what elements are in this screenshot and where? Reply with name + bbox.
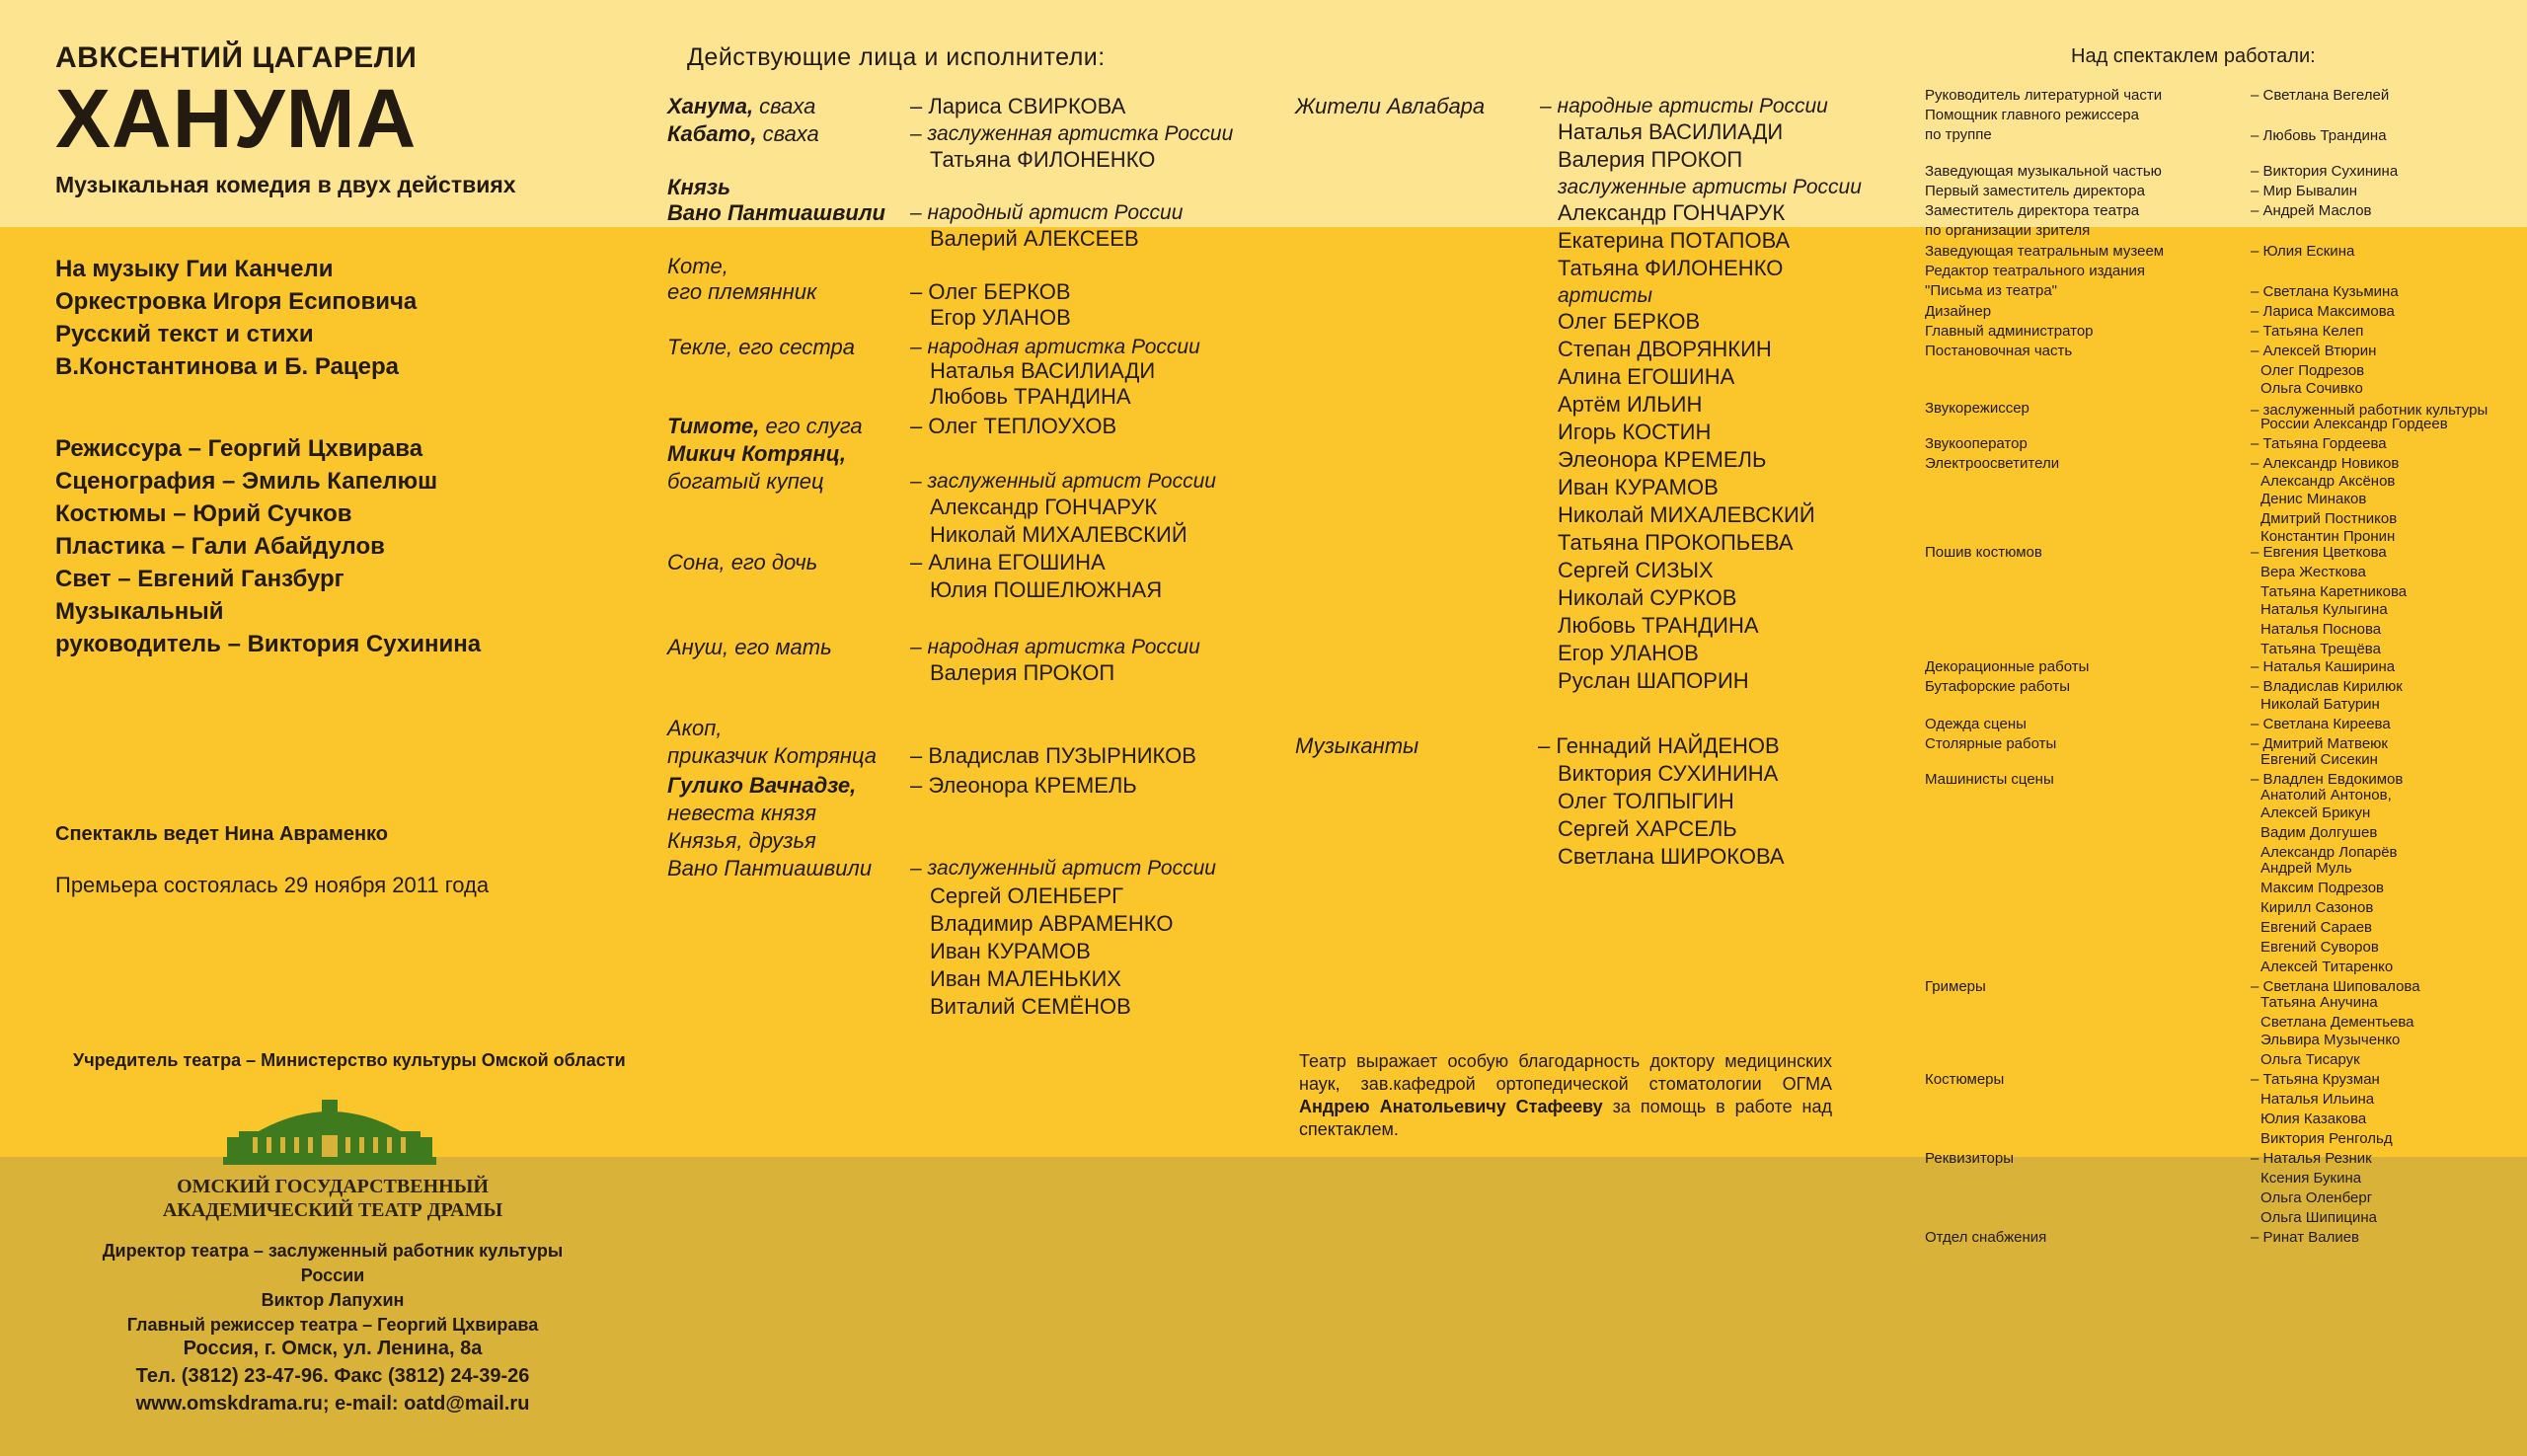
crew-member: – Александр Новиков [2251, 455, 2400, 472]
play-title: ХАНУМА [55, 72, 418, 165]
crew-member: Алексей Брикун [2260, 805, 2371, 821]
crew-member: Андрей Муль [2260, 860, 2352, 877]
crew-member: – Владислав Кирилюк [2251, 678, 2403, 695]
crew-role: Звукооператор [1925, 435, 2028, 452]
credit-line: руководитель – Виктория Сухинина [55, 631, 482, 657]
crew-member: – Татьяна Келеп [2251, 323, 2364, 340]
crew-role: Заведующая музыкальной частью [1925, 163, 2162, 180]
crew-role: Помощник главного режиссера [1925, 107, 2139, 123]
cast-heading: Действующие лица и исполнители: [687, 43, 1106, 71]
crew-member: Анатолий Антонов, [2260, 787, 2392, 804]
crew-role: Редактор театрального издания [1925, 263, 2146, 279]
crew-role: Постановочная часть [1925, 343, 2073, 359]
crew-member: Татьяна Каретникова [2260, 583, 2408, 600]
crew-role: "Письма из театра" [1925, 282, 2057, 299]
crew-member: Кирилл Сазонов [2260, 899, 2374, 916]
crew-member: Юлия Казакова [2260, 1111, 2367, 1127]
crew-role: Дизайнер [1925, 303, 1992, 320]
crew-member: – Лариса Максимова [2251, 303, 2395, 320]
credit-line: Режиссура – Георгий Цхвирава [55, 435, 423, 462]
crew-member: Александр Аксёнов [2260, 473, 2396, 490]
credit-line: Русский текст и стихи [55, 321, 314, 347]
crew-role: Костюмеры [1925, 1071, 2005, 1088]
crew-role: Первый заместитель директора [1925, 183, 2145, 199]
credit-line: Сценография – Эмиль Капелюш [55, 468, 438, 495]
crew-member: – Ринат Валиев [2251, 1229, 2360, 1246]
theatre-contacts: Россия, г. Омск, ул. Ленина, 8а Тел. (3812) 23-47-96. Факс (3812) 24-39-26 www.omskdrama.ru; e-mail: oatd@mail.ru [135, 1338, 530, 1415]
crew-member: Николай Батурин [2260, 696, 2380, 713]
crew-member: Максим Подрезов [2260, 880, 2385, 896]
crew-member: – Светлана Шиповалова [2251, 978, 2420, 995]
credit-line: Костюмы – Юрий Сучков [55, 500, 352, 527]
theatre-name: ОМСКИЙ ГОСУДАРСТВЕННЫЙ АКАДЕМИЧЕСКИЙ ТЕАТР ДРАМЫ [162, 1176, 503, 1221]
crew-member: Наталья Поснова [2260, 621, 2382, 638]
crew-member: – Алексей Втюрин [2251, 343, 2377, 359]
crew-role: по труппе [1925, 126, 1992, 143]
crew-role: Одежда сцены [1925, 716, 2027, 732]
crew-role: Гримеры [1925, 978, 1986, 995]
crew-member: Наталья Ильина [2260, 1091, 2375, 1108]
credit-line: В.Константинова и Б. Рацера [55, 353, 400, 380]
crew-member: – Мир Бывалин [2251, 183, 2358, 199]
crew-member: Татьяна Анучина [2260, 994, 2378, 1011]
crew-member: – Татьяна Гордеева [2251, 435, 2387, 452]
crew-role: Электроосветители [1925, 455, 2060, 472]
crew-member: Александр Лопарёв [2260, 844, 2398, 861]
credit-line: Пластика – Гали Абайдулов [55, 533, 385, 560]
music-credits [55, 253, 648, 383]
crew-member: – Юлия Ескина [2251, 243, 2355, 260]
crew-member: Евгений Сисекин [2260, 751, 2378, 768]
crew-role: Машинисты сцены [1925, 771, 2054, 788]
crew-member: – Светлана Кузьмина [2251, 283, 2399, 300]
crew-role: Бутафорские работы [1925, 678, 2070, 695]
staff-credits [55, 432, 648, 660]
crew-role: Руководитель литературной части [1925, 87, 2163, 104]
crew-role: Пошив костюмов [1925, 544, 2042, 561]
crew-member: Виктория Ренгольд [2260, 1130, 2393, 1147]
premiere-date: Премьера состоялась 29 ноября 2011 года [55, 873, 490, 897]
crew-member: Евгений Сараев [2260, 919, 2373, 936]
play-subtitle: Музыкальная комедия в двух действиях [55, 172, 516, 197]
theatre-founder: Учредитель театра – Министерство культуры Омской области [73, 1050, 626, 1070]
credit-line: На музыку Гии Канчели [55, 256, 334, 282]
crew-member: – Дмитрий Матвеюк [2251, 735, 2388, 752]
crew-member: Ольга Шипицина [2260, 1209, 2377, 1226]
crew-role: Главный администратор [1925, 323, 2094, 340]
crew-member: – Евгения Цветкова [2251, 544, 2387, 561]
crew-role: Заместитель директора театра [1925, 202, 2140, 219]
crew-role: Звукорежиссер [1925, 400, 2029, 417]
theatre-leadership: Директор театра – заслуженный работник культуры России Виктор Лапухин Главный режиссер театра – Георгий Цхвирава [102, 1241, 564, 1335]
crew-member: – Светлана Вегелей [2251, 87, 2390, 104]
crew-member: – Андрей Маслов [2251, 202, 2372, 219]
crew-member: Алексей Титаренко [2260, 958, 2394, 975]
crew-member: Ольга Тисарук [2260, 1051, 2360, 1068]
crew-member: Ольга Сочивко [2260, 380, 2363, 397]
acknowledgement: Театр выражает особую благодарность доктору медицинских наук, зав.кафедрой ортопедической стоматологии ОГМА Андрею Анатольевичу Стафееву за помощь в работе над спектаклем. [1299, 1051, 1832, 1139]
crew-member: Константин Пронин [2260, 528, 2396, 545]
crew-member: Наталья Кулыгина [2260, 601, 2388, 618]
crew-member: Евгений Суворов [2260, 939, 2379, 956]
credit-line: Музыкальный [55, 598, 224, 625]
author-name: АВКСЕНТИЙ ЦАГАРЕЛИ [55, 41, 418, 74]
crew-member: – Татьяна Крузман [2251, 1071, 2380, 1088]
crew-role: Столярные работы [1925, 735, 2057, 752]
crew-member: Ольга Оленберг [2260, 1189, 2373, 1206]
crew-member: Олег Подрезов [2260, 362, 2365, 379]
crew-member: Дмитрий Постников [2260, 510, 2398, 527]
credit-line: Свет – Евгений Ганзбург [55, 566, 345, 592]
crew-member: Эльвира Музыченко [2260, 1032, 2401, 1048]
crew-member: – Наталья Резник [2251, 1150, 2372, 1167]
crew-member: Татьяна Трещёва [2260, 641, 2381, 657]
crew-heading: Над спектаклем работали: [2071, 45, 2316, 67]
crew-member: Светлана Дементьева [2260, 1014, 2414, 1031]
crew-member: – Светлана Киреева [2251, 716, 2391, 732]
crew-member: Вера Жесткова [2260, 564, 2366, 580]
crew-role: Заведующая театральным музеем [1925, 243, 2165, 260]
crew-member: России Александр Гордеев [2260, 416, 2448, 432]
crew-member: – заслуженный работник культуры [2251, 402, 2489, 419]
crew-role: по организации зрителя [1925, 222, 2091, 239]
theatre-building-logo [219, 1098, 440, 1171]
crew-member: Ксения Букина [2260, 1170, 2362, 1187]
crew-member: – Виктория Сухинина [2251, 163, 2399, 180]
crew-role: Декорационные работы [1925, 658, 2090, 675]
crew-member: – Владлен Евдокимов [2251, 771, 2404, 788]
crew-member: – Любовь Трандина [2251, 127, 2387, 144]
crew-role: Отдел снабжения [1925, 1229, 2047, 1246]
crew-member: – Наталья Каширина [2251, 658, 2396, 675]
credit-line: Оркестровка Игоря Есиповича [55, 288, 418, 315]
crew-member: Вадим Долгушев [2260, 824, 2378, 841]
crew-role: Реквизиторы [1925, 1150, 2015, 1167]
stage-manager: Спектакль ведет Нина Авраменко [55, 823, 388, 845]
crew-member: Денис Минаков [2260, 491, 2367, 507]
